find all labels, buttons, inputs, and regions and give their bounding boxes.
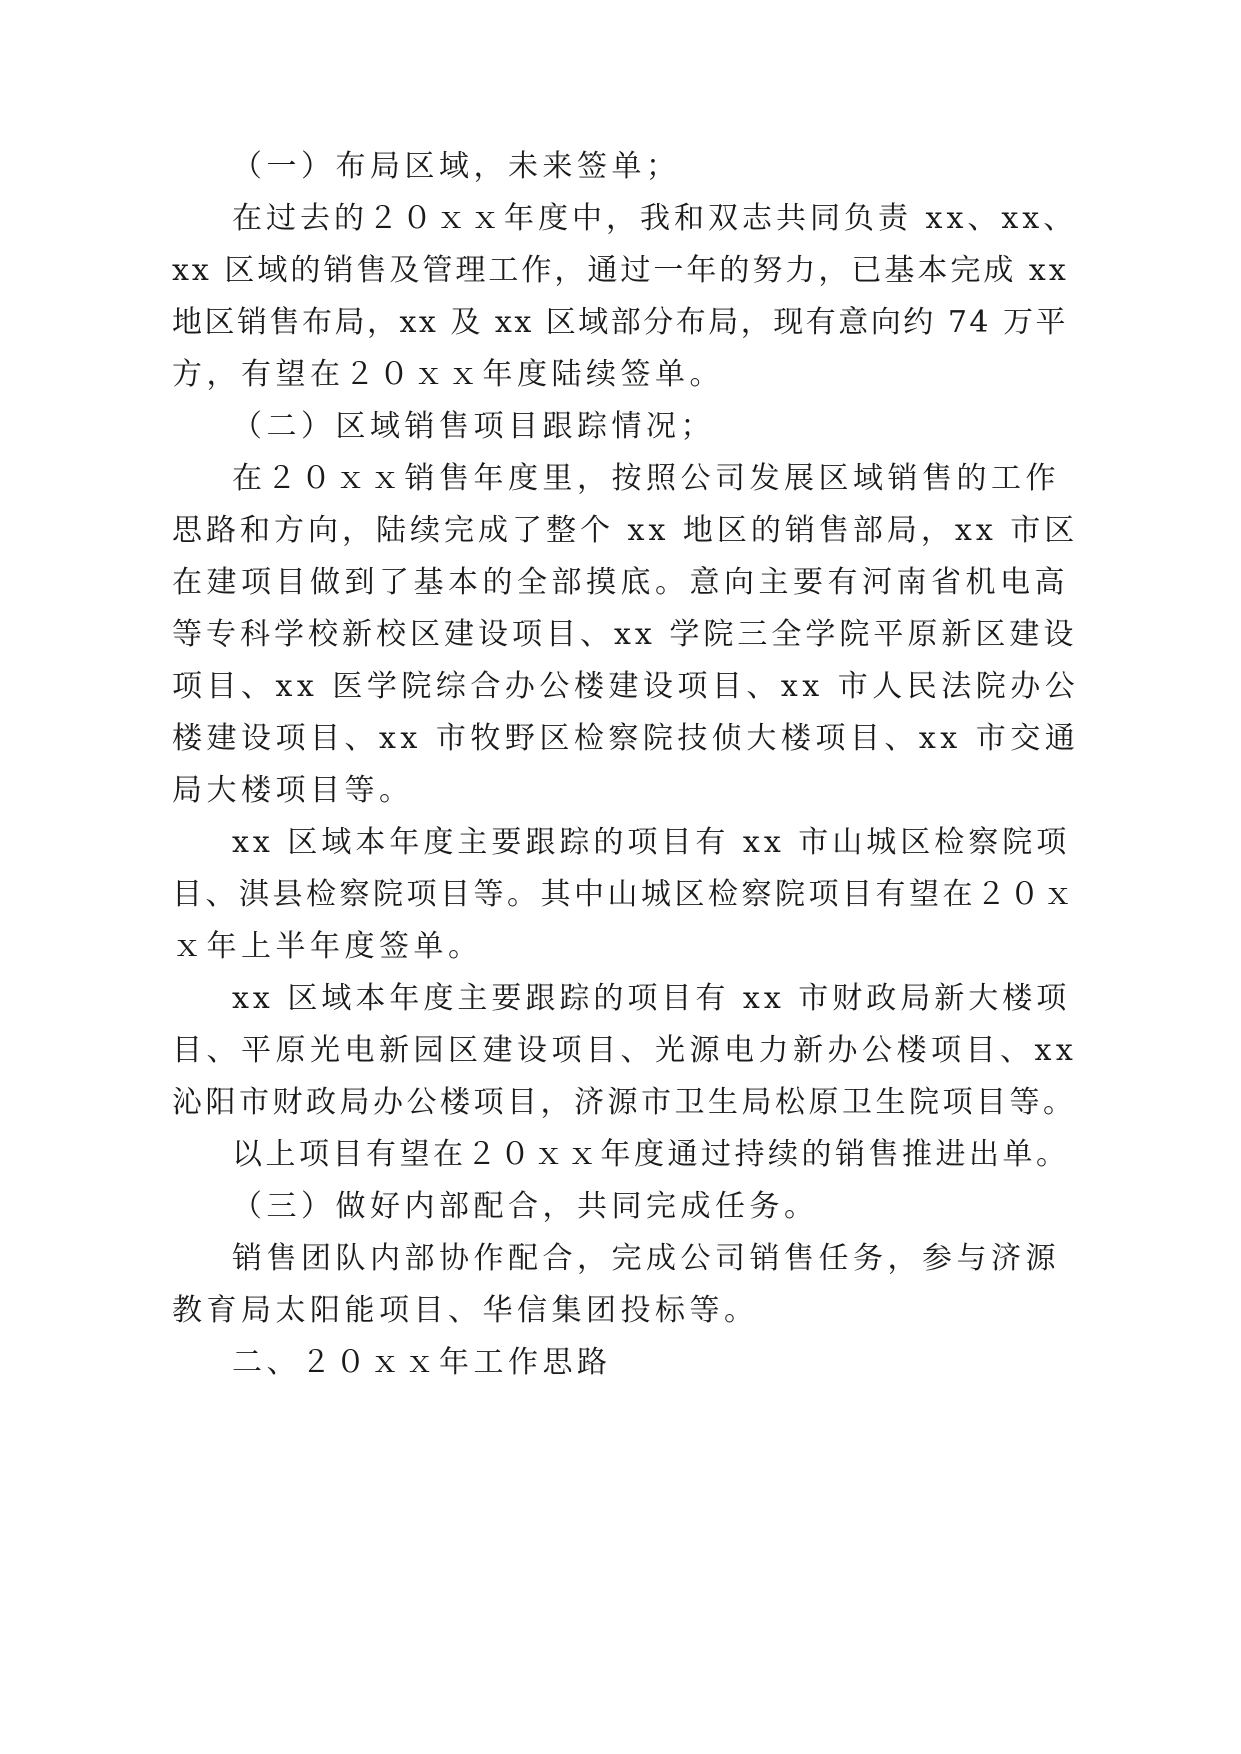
paragraph-line: xx 区域本年度主要跟踪的项目有 xx 市财政局新大楼项 [232,981,1071,1016]
paragraph-line: 思路和方向，陆续完成了整个 xx 地区的销售部局，xx 市区 [172,513,1079,548]
paragraph-line: 项目、xx 医学院综合办公楼建设项目、xx 市人民法院办公 [172,669,1080,704]
paragraph-line: xx 区域的销售及管理工作，通过一年的努力，已基本完成 xx [172,253,1069,288]
paragraph-line: 局大楼项目等。 [172,773,414,808]
paragraph-line: 在过去的２０ｘｘ年度中，我和双志共同负责 xx、xx、 [232,201,1078,236]
paragraph-line: xx 区域本年度主要跟踪的项目有 xx 市山城区检察院项 [232,825,1071,860]
heading-section-2: （二）区域销售项目跟踪情况； [232,409,715,444]
paragraph-line: 以上项目有望在２０ｘｘ年度通过持续的销售推进出单。 [232,1137,1070,1172]
paragraph-line: 目、淇县检察院项目等。其中山城区检察院项目有望在２０ｘ [172,877,1077,912]
paragraph-line: 地区销售布局，xx 及 xx 区域部分布局，现有意向约 74 万平 [172,305,1069,340]
heading-section-3: （三）做好内部配合，共同完成任务。 [232,1189,819,1224]
paragraph-line: 在建项目做到了基本的全部摸底。意向主要有河南省机电高 [172,565,1069,600]
paragraph-line: 楼建设项目、xx 市牧野区检察院技侦大楼项目、xx 市交通 [172,721,1080,756]
paragraph-line: ｘ年上半年度签单。 [172,929,483,964]
heading-section-1: （一）布局区域，未来签单； [232,149,681,184]
paragraph-line: 教育局太阳能项目、华信集团投标等。 [172,1293,759,1328]
paragraph-line: 销售团队内部协作配合，完成公司销售任务，参与济源 [232,1241,1060,1276]
paragraph-line: 在２０ｘｘ销售年度里，按照公司发展区域销售的工作 [232,461,1060,496]
paragraph-line: 目、平原光电新园区建设项目、光源电力新办公楼项目、xx [172,1033,1078,1068]
heading-part-2: 二、２０ｘｘ年工作思路 [232,1345,612,1380]
paragraph-line: 方，有望在２０ｘｘ年度陆续签单。 [172,357,724,392]
paragraph-line: 等专科学校新校区建设项目、xx 学院三全学院平原新区建设 [172,617,1078,652]
paragraph-line: 沁阳市财政局办公楼项目，济源市卫生局松原卫生院项目等。 [172,1085,1077,1120]
